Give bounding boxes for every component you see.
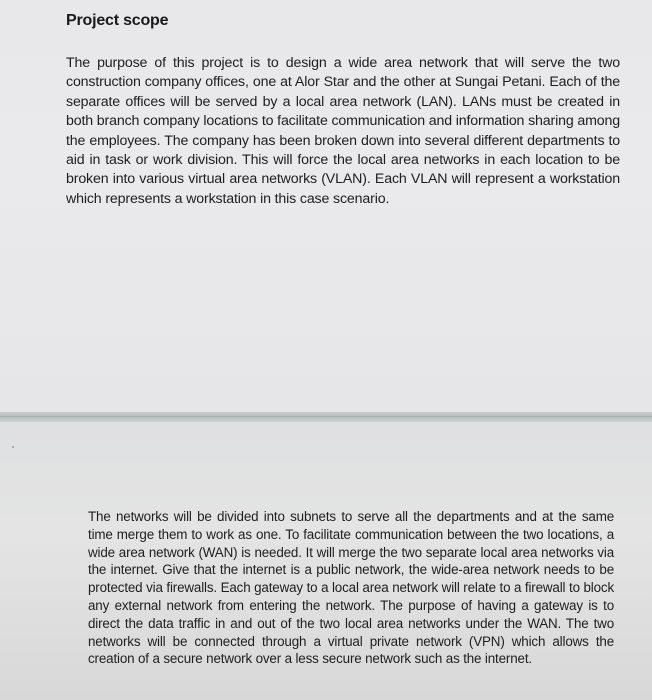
page-divider (0, 412, 652, 422)
page-speck (12, 446, 14, 448)
paragraph-project-purpose: The purpose of this project is to design a wide area network that will serve the two construction company offices, one at Alor Star and the other at Sungai Petani. Each of the separate offices will be served by a local area network (LAN). LANs must be created in both branch company locations to facilitate communication and information sharing among the employees. The company has been broken down into several different departments to aid in task or work division. This will force the local area networks in each location to be broken into various virtual area networks (VLAN). Each VLAN will represent a workstation which represents a workstation in this case scenario. (66, 55, 620, 207)
section-heading: Project scope (66, 12, 169, 29)
paragraph-network-design: The networks will be divided into subnets to serve all the departments and at the same time merge them to work as one. To facilitate communication between the two locations, a wide area network (WAN) is needed. It will merge the two separate local area networks via the internet. Give that the internet is a public network, the wide-area network needs to be protected via firewalls. Each gateway to a local area network will relate to a firewall to block any external network from entering the network. The purpose of having a gateway is to direct the data traffic in and out of the two local area networks under the WAN. The two networks will be connected through a virtual private network (VPN) which allows the creation of a secure network over a less secure network such as the internet. (88, 509, 614, 667)
page-divider-line (0, 416, 652, 417)
